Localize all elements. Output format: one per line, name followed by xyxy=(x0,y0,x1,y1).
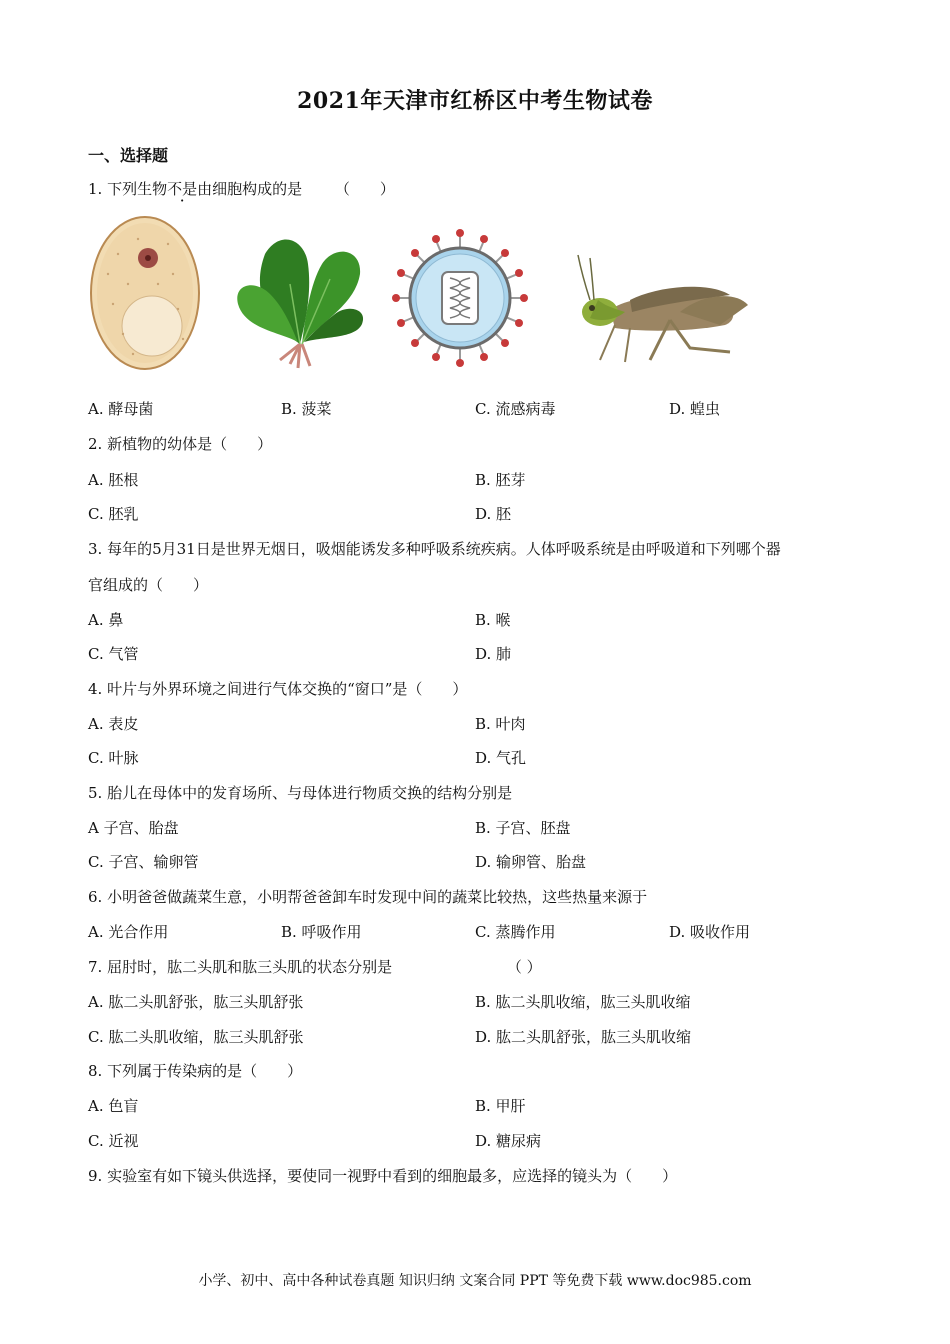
question-3-line-2: 官组成的（ ） xyxy=(88,576,209,594)
q1-option-a: A. 酵母菌 xyxy=(88,400,154,418)
q1-option-c: C. 流感病毒 xyxy=(475,400,556,418)
question-1-images xyxy=(80,210,760,380)
q4-option-d: D. 气孔 xyxy=(475,749,527,767)
q4-option-c: C. 叶脉 xyxy=(88,749,139,767)
q5-option-c: C. 子宫、输卵管 xyxy=(88,853,199,871)
q1-option-d: D. 蝗虫 xyxy=(669,400,721,418)
question-4: 4. 叶片与外界环境之间进行气体交换的“窗口”是（ ） xyxy=(88,680,468,698)
q7-option-b: B. 肱二头肌收缩，肱三头肌收缩 xyxy=(475,993,691,1011)
q7-option-a: A. 肱二头肌舒张，肱三头肌舒张 xyxy=(88,993,304,1011)
q3-option-c: C. 气管 xyxy=(88,645,139,663)
q2-option-d: D. 胚 xyxy=(475,505,512,523)
q8-option-b: B. 甲肝 xyxy=(475,1097,526,1115)
q6-option-b: B. 呼吸作用 xyxy=(281,923,362,941)
question-2: 2. 新植物的幼体是（ ） xyxy=(88,435,273,453)
q4-option-b: B. 叶肉 xyxy=(475,715,526,733)
q3-option-d: D. 肺 xyxy=(475,645,512,663)
spinach-image xyxy=(230,224,370,370)
influenza-virus-image xyxy=(385,228,535,368)
q7-option-c: C. 肱二头肌收缩，肱三头肌舒张 xyxy=(88,1028,304,1046)
section-heading: 一、选择题 xyxy=(88,146,169,165)
q5-option-a: A 子宫、胎盘 xyxy=(88,819,179,837)
q6-option-a: A. 光合作用 xyxy=(88,923,169,941)
question-1: 1. 下列生物不是由细胞构成的是 （ ） xyxy=(88,180,395,198)
q6-option-d: D. 吸收作用 xyxy=(669,923,751,941)
q2-option-c: C. 胚乳 xyxy=(88,505,139,523)
q1-option-b: B. 菠菜 xyxy=(281,400,332,418)
question-8: 8. 下列属于传染病的是（ ） xyxy=(88,1062,303,1080)
question-3: 3. 每年的5月31日是世界无烟日，吸烟能诱发多种呼吸系统疾病。人体呼吸系统是由呼吸道和下列哪个器 xyxy=(88,540,781,558)
q3-option-b: B. 喉 xyxy=(475,611,511,629)
emphasis-text: 不是 xyxy=(167,180,198,198)
q4-option-a: A. 表皮 xyxy=(88,715,139,733)
page-title: 2021年天津市红桥区中考生物试卷 xyxy=(297,88,653,114)
q3-option-a: A. 鼻 xyxy=(88,611,124,629)
grasshopper-image xyxy=(570,250,750,370)
q5-option-d: D. 输卵管、胎盘 xyxy=(475,853,587,871)
yeast-cell-image xyxy=(88,214,203,372)
q5-option-b: B. 子宫、胚盘 xyxy=(475,819,571,837)
page-footer: 小学、初中、高中各种试卷真题 知识归纳 文案合同 PPT 等免费下载 www.doc985.com xyxy=(198,1273,752,1289)
q8-option-a: A. 色盲 xyxy=(88,1097,139,1115)
q7-option-d: D. 肱二头肌舒张，肱三头肌收缩 xyxy=(475,1028,692,1046)
question-7: 7. 屈肘时，肱二头肌和肱三头肌的状态分别是 （ ） xyxy=(88,958,542,976)
q2-option-b: B. 胚芽 xyxy=(475,471,526,489)
q8-option-c: C. 近视 xyxy=(88,1132,139,1150)
q2-option-a: A. 胚根 xyxy=(88,471,139,489)
q8-option-d: D. 糖尿病 xyxy=(475,1132,542,1150)
question-5: 5. 胎儿在母体中的发育场所、与母体进行物质交换的结构分别是 xyxy=(88,784,513,802)
q6-option-c: C. 蒸腾作用 xyxy=(475,923,556,941)
question-9: 9. 实验室有如下镜头供选择，要使同一视野中看到的细胞最多，应选择的镜头为（ ） xyxy=(88,1167,678,1185)
question-6: 6. 小明爸爸做蔬菜生意，小明帮爸爸卸车时发现中间的蔬菜比较热，这些热量来源于 xyxy=(88,888,648,906)
